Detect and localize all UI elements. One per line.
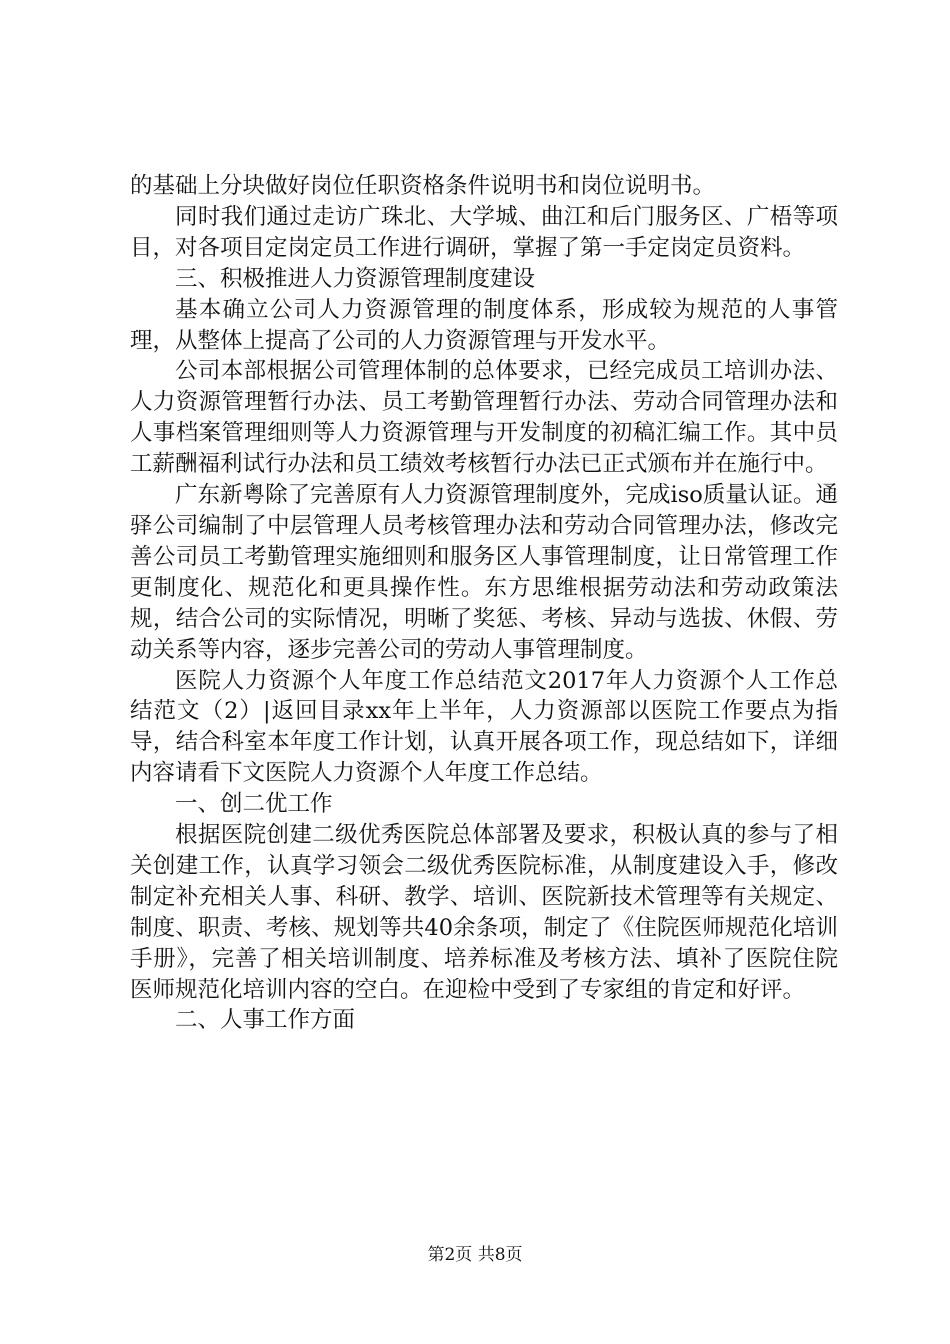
paragraph-subsidiaries: 广东新粤除了完善原有人力资源管理制度外，完成iso质量认证。通驿公司编制了中层管理人员考核管理办法和劳动合同管理办法，修改完善公司员工考勤管理实施细则和服务区人事管理制度，让日常管理工作更制度化、规范化和更具操作性。东方思维根据劳动法和劳动政策法规，结合公司的实际情况，明晰了奖惩、考核、异动与选拔、休假、劳动关系等内容，逐步完善公司的劳动人事管理制度。 [130, 482, 838, 663]
paragraph-headquarters: 公司本部根据公司管理体制的总体要求，已经完成员工培训办法、人力资源管理暂行办法、员工考勤管理暂行办法、劳动合同管理办法和人事档案管理细则等人力资源管理与开发制度的初稿汇编工作。其中员工薪酬福利试行办法和员工绩效考核暂行办法已正式颁布并在施行中。 [130, 358, 838, 478]
paragraph-system-established: 基本确立公司人力资源管理的制度体系，形成较为规范的人事管理，从整体上提高了公司的人力资源管理与开发水平。 [130, 296, 838, 354]
section-heading-3: 三、积极推进人力资源管理制度建设 [175, 265, 536, 292]
document-body [130, 171, 838, 1036]
paragraph-field-visits: 同时我们通过走访广珠北、大学城、曲江和后门服务区、广梧等项目，对各项目定岗定员工作进行调研，掌握了第一手定岗定员资料。 [130, 203, 838, 261]
section-heading-2: 二、人事工作方面 [175, 1007, 356, 1034]
page-footer [0, 1244, 950, 1266]
section-heading-1: 一、创二优工作 [175, 791, 333, 818]
paragraph-continuation: 的基础上分块做好岗位任职资格条件说明书和岗位说明书。 [130, 173, 716, 199]
paragraph-hospital-accreditation: 根据医院创建二级优秀医院总体部署及要求，积极认真的参与了相关创建工作，认真学习领会二级优秀医院标准，从制度建设入手，修改制定补充相关人事、科研、教学、培训、医院新技术管理等有关规定、制度、职责、考核、规划等共40余条项，制定了《住院医师规范化培训手册》，完善了相关培训制度、培养标准及考核方法、填补了医院住院医师规范化培训内容的空白。在迎检中受到了专家组的肯定和好评。 [130, 822, 838, 1003]
paragraph-hospital-summary-intro: 医院人力资源个人年度工作总结范文2017年人力资源个人工作总结范文（2）|返回目录xx年上半年，人力资源部以医院工作要点为指导，结合科室本年度工作计划，认真开展各项工作，现总结如下，详细内容请看下文医院人力资源个人年度工作总结。 [130, 667, 838, 787]
page-number: 第2页 共8页 [427, 1245, 523, 1265]
